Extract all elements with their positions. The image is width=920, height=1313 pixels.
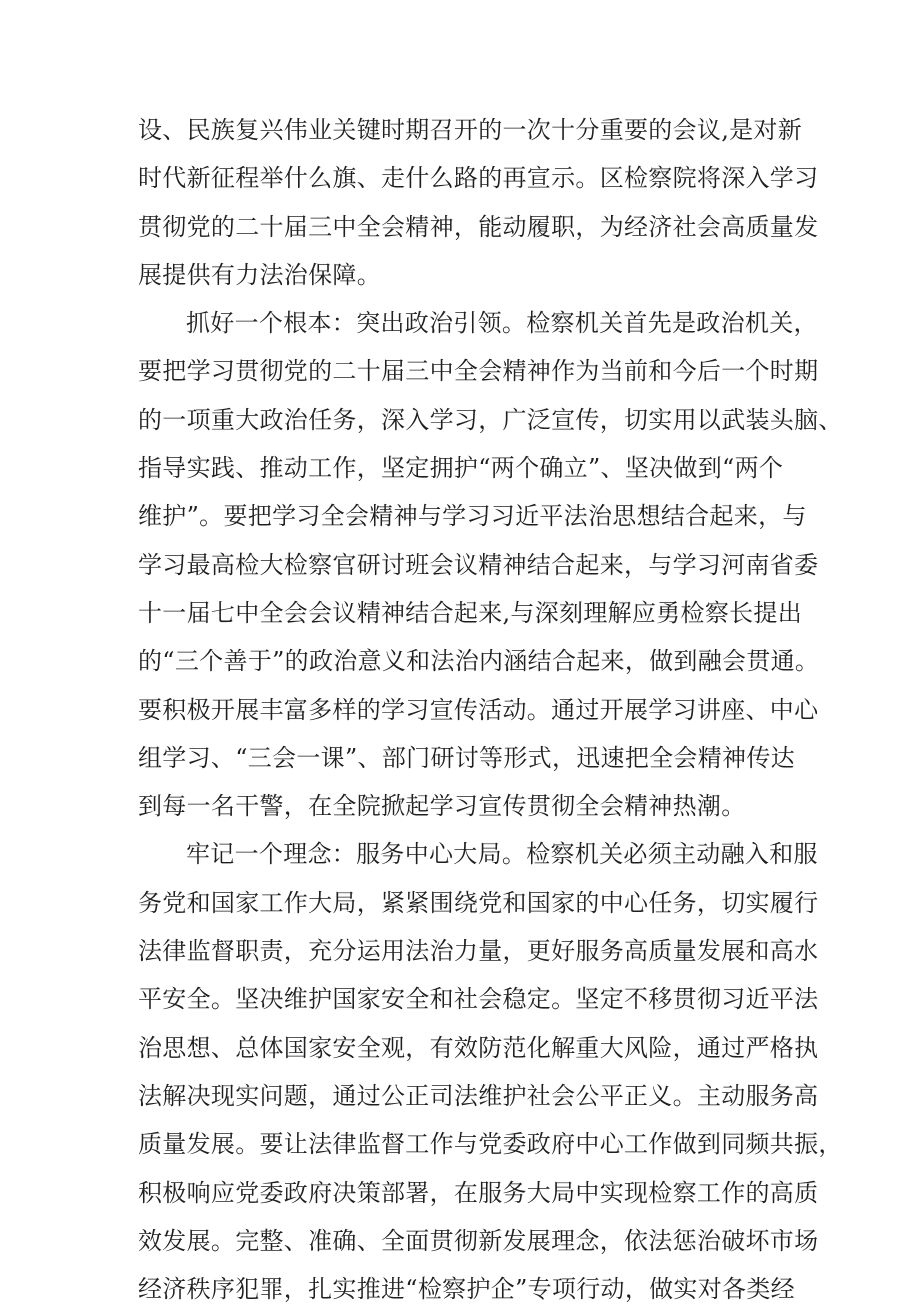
text-line: 时代新征程举什么旗、走什么路的再宣示。区检察院将深入学习 xyxy=(138,164,819,193)
text-line: 贯彻党的二十届三中全会精神，能动履职，为经济社会高质量发 xyxy=(138,212,819,241)
text-line: 到每一名干警，在全院掀起学习宣传贯彻全会精神热潮。 xyxy=(138,792,746,821)
text-line: 务党和国家工作大局，紧紧围绕党和国家的中心任务，切实履行 xyxy=(138,888,819,917)
text-line: 积极响应党委政府决策部署，在服务大局中实现检察工作的高质 xyxy=(138,1178,819,1207)
text-line: 十一届七中全会会议精神结合起来,与深刻理解应勇检察长提出 xyxy=(138,598,803,627)
text-line: 效发展。完整、准确、全面贯彻新发展理念，依法惩治破坏市场 xyxy=(138,1226,819,1255)
paragraph-start-line: 牢记一个理念：服务中心大局。检察机关必须主动融入和服 xyxy=(186,840,818,869)
text-line: 平安全。坚决维护国家安全和社会稳定。坚定不移贯彻习近平法 xyxy=(138,985,819,1014)
text-line: 的一项重大政治任务，深入学习，广泛宣传，切实用以武装头脑、 xyxy=(138,405,843,434)
text-line: 组学习、“三会一课”、部门研讨等形式，迅速把全会精神传达 xyxy=(138,743,795,772)
text-line: 治思想、总体国家安全观，有效防范化解重大风险，通过严格执 xyxy=(138,1033,819,1062)
text-line: 设、民族复兴伟业关键时期召开的一次十分重要的会议,是对新 xyxy=(138,116,803,144)
paragraph-start-line: 抓好一个根本：突出政治引领。检察机关首先是政治机关， xyxy=(186,309,818,338)
text-line: 要把学习贯彻党的二十届三中全会精神作为当前和今后一个时期 xyxy=(138,357,819,386)
text-line: 法律监督职责，充分运用法治力量，更好服务高质量发展和高水 xyxy=(138,937,819,966)
text-line: 法解决现实问题，通过公正司法维护社会公平正义。主动服务高 xyxy=(138,1081,819,1110)
text-line: 学习最高检大检察官研讨班会议精神结合起来，与学习河南省委 xyxy=(138,550,819,579)
text-line: 经济秩序犯罪，扎实推进“检察护企”专项行动，做实对各类经 xyxy=(138,1275,795,1304)
document-body xyxy=(138,106,843,1313)
text-line: 指导实践、推动工作，坚定拥护“两个确立”、坚决做到“两个 xyxy=(138,454,784,483)
text-line: 的“三个善于”的政治意义和法治内涵结合起来，做到融会贯通。 xyxy=(138,647,820,676)
text-line: 维护”。要把学习全会精神与学习习近平法治思想结合起来，与 xyxy=(138,502,807,531)
text-line: 要积极开展丰富多样的学习宣传活动。通过开展学习讲座、中心 xyxy=(138,695,819,724)
text-line: 展提供有力法治保障。 xyxy=(138,260,381,289)
text-line: 质量发展。要让法律监督工作与党委政府中心工作做到同频共振， xyxy=(138,1130,843,1159)
